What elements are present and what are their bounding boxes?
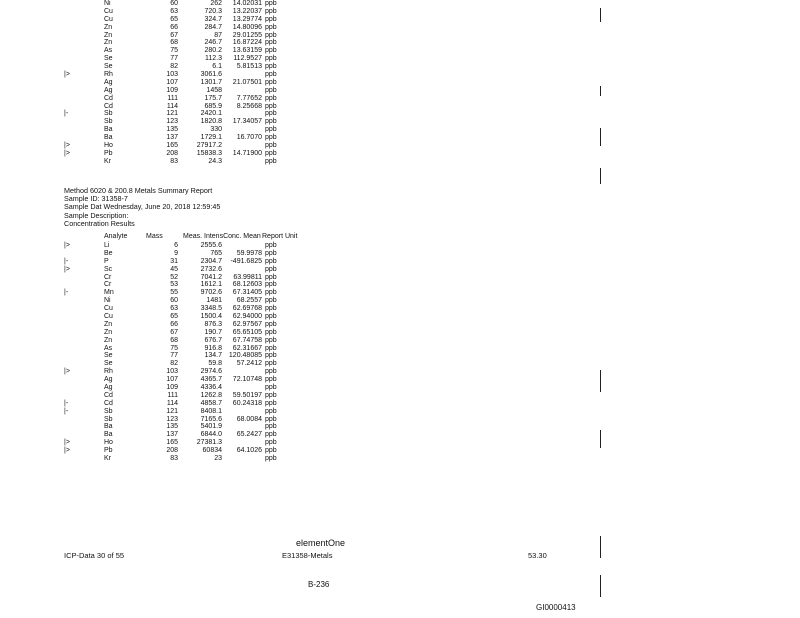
intensity-cell: 685.9 <box>204 102 222 110</box>
unit-cell: ppb <box>265 368 277 376</box>
mass-cell: 68 <box>170 336 178 344</box>
concentration-cell: 59.9978 <box>236 249 262 257</box>
analyte-cell: Sb <box>104 110 113 118</box>
unit-cell: ppb <box>265 289 277 297</box>
analyte-cell: Be <box>104 249 113 257</box>
analyte-cell: Se <box>104 55 113 63</box>
intensity-cell: 134.7 <box>204 352 222 360</box>
mass-cell: 123 <box>166 415 178 423</box>
concentration-cell: 13.63159 <box>232 47 262 55</box>
concentration-cell: 68.12603 <box>232 281 262 289</box>
intensity-cell: 5401.9 <box>200 423 222 431</box>
analyte-cell: Zn <box>104 31 113 39</box>
analyte-cell: Mn <box>104 289 114 297</box>
mass-cell: 137 <box>166 134 178 142</box>
intensity-cell: 4336.4 <box>200 384 222 392</box>
mass-cell: 75 <box>170 344 178 352</box>
unit-cell: ppb <box>265 423 277 431</box>
analyte-cell: Sb <box>104 415 113 423</box>
unit-cell: ppb <box>265 305 277 313</box>
edge-mark <box>600 370 601 392</box>
unit-cell: ppb <box>265 328 277 336</box>
concentration-cell: 68.2557 <box>236 297 262 305</box>
center-label: E31358-Metals <box>282 551 333 560</box>
row-marker: |> <box>64 149 70 157</box>
analyte-cell: Ho <box>104 142 113 150</box>
intensity-cell: 2304.7 <box>200 257 222 265</box>
mass-cell: 77 <box>170 55 178 63</box>
intensity-cell: 284.7 <box>204 23 222 31</box>
mass-cell: 65 <box>170 15 178 23</box>
analyte-cell: Sc <box>104 265 113 273</box>
intensity-cell: 6844.0 <box>200 431 222 439</box>
analyte-cell: Sb <box>104 118 113 126</box>
intensity-cell: 765 <box>210 249 222 257</box>
mass-cell: 53 <box>170 281 178 289</box>
mass-cell: 121 <box>166 407 178 415</box>
row-marker: |- <box>64 257 69 265</box>
row-marker: |> <box>64 242 70 249</box>
intensity-cell: 2974.6 <box>200 368 222 376</box>
intensity-cell: 112.3 <box>205 55 222 63</box>
intensity-cell: 175.7 <box>204 94 222 102</box>
analyte-cell: Pb <box>104 447 113 455</box>
concentration-cell: 65.65105 <box>232 328 262 336</box>
analyte-cell: Cr <box>104 273 112 281</box>
unit-cell: ppb <box>265 391 277 399</box>
analyte-cell: Ba <box>104 423 113 431</box>
mass-cell: 75 <box>170 47 178 55</box>
concentration-cell: 68.0084 <box>236 415 262 423</box>
unit-cell: ppb <box>265 31 277 39</box>
analyte-cell: Cr <box>104 281 112 289</box>
report-header <box>64 187 220 228</box>
concentration-results-label: Concentration Results <box>64 218 135 228</box>
mass-cell: 67 <box>170 328 178 336</box>
intensity-cell: 262 <box>210 0 222 7</box>
intensity-cell: 1301.7 <box>200 78 222 86</box>
mass-cell: 107 <box>166 376 178 384</box>
concentration-cell: 13.22037 <box>232 7 262 15</box>
mass-cell: 66 <box>170 23 178 31</box>
unit-cell: ppb <box>265 55 277 63</box>
intensity-cell: 7165.6 <box>200 415 222 423</box>
mass-cell: 68 <box>170 39 178 47</box>
document-id: GI0000413 <box>536 603 576 612</box>
concentration-cell: 8.25668 <box>236 102 262 110</box>
col-mass: Mass <box>146 233 163 240</box>
unit-cell: ppb <box>265 15 277 23</box>
analyte-cell: Zn <box>104 336 113 344</box>
intensity-cell: 1262.8 <box>200 391 222 399</box>
mass-cell: 77 <box>170 352 178 360</box>
mass-cell: 135 <box>166 126 178 134</box>
unit-cell: ppb <box>265 94 277 102</box>
intensity-cell: 280.2 <box>204 47 222 55</box>
mass-cell: 165 <box>166 142 178 150</box>
sample-description: Sample Description: <box>64 210 129 220</box>
analyte-cell: Ni <box>104 0 111 7</box>
mass-cell: 111 <box>167 391 178 399</box>
analyte-cell: Se <box>104 360 113 368</box>
analyte-cell: Zn <box>104 328 113 336</box>
intensity-cell: 59.8 <box>208 360 222 368</box>
analyte-cell: Cu <box>104 305 113 313</box>
unit-cell: ppb <box>265 23 277 31</box>
concentration-cell: 67.74758 <box>232 336 262 344</box>
row-marker: |> <box>64 439 70 447</box>
unit-cell: ppb <box>265 47 277 55</box>
intensity-cell: 24.3 <box>208 157 222 165</box>
analyte-cell: Ba <box>104 134 113 142</box>
page-code: B-236 <box>308 580 330 589</box>
analyte-cell: Ba <box>104 126 113 134</box>
analyte-cell: Ag <box>104 86 113 94</box>
concentration-cell: -491.6825 <box>230 257 262 265</box>
col-meas-intens: Meas. IntensConc. Mean <box>183 233 261 240</box>
analyte-cell: As <box>104 344 113 352</box>
concentration-cell: 112.9527 <box>233 55 262 63</box>
intensity-cell: 15838.3 <box>196 149 222 157</box>
analyte-cell: Cd <box>104 399 113 407</box>
unit-cell: ppb <box>265 399 277 407</box>
analyte-cell: Ba <box>104 431 113 439</box>
intensity-cell: 1820.8 <box>200 118 222 126</box>
intensity-cell: 27917.2 <box>196 142 222 150</box>
analyte-cell: Ag <box>104 384 113 392</box>
mass-cell: 137 <box>166 431 178 439</box>
mass-cell: 83 <box>170 455 178 463</box>
intensity-cell: 4858.7 <box>200 399 222 407</box>
concentration-cell: 7.77652 <box>236 94 262 102</box>
mass-cell: 103 <box>166 71 178 79</box>
unit-cell: ppb <box>265 110 277 118</box>
intensity-cell: 676.7 <box>204 336 222 344</box>
intensity-cell: 2420.1 <box>200 110 222 118</box>
intensity-cell: 916.8 <box>204 344 222 352</box>
mass-cell: 103 <box>166 368 178 376</box>
intensity-cell: 2555.6 <box>200 242 222 249</box>
concentration-cell: 17.34057 <box>232 118 262 126</box>
unit-cell: ppb <box>265 39 277 47</box>
analyte-cell: Zn <box>104 320 113 328</box>
row-marker: |- <box>64 407 69 415</box>
analyte-cell: Ho <box>104 439 113 447</box>
unit-cell: ppb <box>265 71 277 79</box>
analyte-cell: Sb <box>104 407 113 415</box>
intensity-cell: 9702.6 <box>200 289 222 297</box>
mass-cell: 114 <box>166 399 178 407</box>
intensity-cell: 23 <box>214 455 222 463</box>
unit-cell: ppb <box>265 384 277 392</box>
unit-cell: ppb <box>265 86 277 94</box>
edge-mark <box>600 168 601 184</box>
concentration-cell: 16.87224 <box>232 39 262 47</box>
concentration-cell: 120.48085 <box>228 352 262 360</box>
mass-cell: 109 <box>166 384 178 392</box>
right-number: 53.30 <box>528 551 547 560</box>
intensity-cell: 1729.1 <box>200 134 222 142</box>
unit-cell: ppb <box>265 7 277 15</box>
intensity-cell: 720.3 <box>204 7 222 15</box>
intensity-cell: 330 <box>210 126 222 134</box>
analyte-cell: Cd <box>104 94 113 102</box>
concentration-cell: 62.97567 <box>232 320 262 328</box>
analyte-cell: Zn <box>104 39 113 47</box>
method-title: Method 6020 & 200.8 Metals Summary Report <box>64 186 213 195</box>
unit-cell: ppb <box>265 431 277 439</box>
concentration-cell: 13.29774 <box>232 15 262 23</box>
intensity-cell: 87 <box>214 31 222 39</box>
row-marker: |- <box>64 110 69 118</box>
concentration-cell: 21.07501 <box>232 78 262 86</box>
mass-cell: 107 <box>166 78 178 86</box>
analyte-cell: Cu <box>104 15 113 23</box>
concentration-cell: 14.71900 <box>232 149 262 157</box>
unit-cell: ppb <box>265 78 277 86</box>
analyte-cell: P <box>104 257 109 265</box>
analyte-cell: Pb <box>104 149 113 157</box>
mass-cell: 82 <box>170 63 178 71</box>
concentration-cell: 62.69768 <box>232 305 262 313</box>
edge-mark <box>600 128 601 146</box>
mass-cell: 65 <box>170 313 178 321</box>
concentration-cell: 59.50197 <box>232 391 262 399</box>
intensity-cell: 27381.3 <box>196 439 222 447</box>
mass-cell: 82 <box>170 360 178 368</box>
analyte-cell: Cd <box>104 391 113 399</box>
mass-cell: 123 <box>166 118 178 126</box>
mass-cell: 52 <box>170 273 178 281</box>
mass-cell: 111 <box>167 94 178 102</box>
analyte-cell: Cd <box>104 102 113 110</box>
intensity-cell: 190.7 <box>204 328 222 336</box>
brand-name: elementOne <box>296 538 346 548</box>
analyte-cell: Rh <box>104 368 113 376</box>
concentration-cell: 65.2427 <box>236 431 262 439</box>
mass-cell: 114 <box>166 102 178 110</box>
intensity-cell: 2732.6 <box>200 265 222 273</box>
concentration-cell: 16.7070 <box>236 134 262 142</box>
intensity-cell: 324.7 <box>204 15 222 23</box>
row-marker: |> <box>64 265 70 273</box>
concentration-cell: 63.99811 <box>233 273 262 281</box>
unit-cell: ppb <box>265 149 277 157</box>
concentration-cell: 57.2412 <box>236 360 262 368</box>
unit-cell: ppb <box>265 142 277 150</box>
concentration-cell: 14.80096 <box>232 23 262 31</box>
analyte-cell: Ag <box>104 78 113 86</box>
concentration-cell: 64.1026 <box>236 447 262 455</box>
unit-cell: ppb <box>265 126 277 134</box>
mass-cell: 55 <box>170 289 178 297</box>
edge-mark <box>600 86 601 96</box>
mass-cell: 60 <box>170 0 178 7</box>
intensity-cell: 7041.2 <box>200 273 222 281</box>
unit-cell: ppb <box>265 257 277 265</box>
unit-cell: ppb <box>265 455 277 463</box>
analyte-cell: Ni <box>104 297 111 305</box>
sample-date: Sample Dat Wednesday, June 20, 2018 12:59:45 <box>64 202 221 212</box>
unit-cell: ppb <box>265 273 277 281</box>
mass-cell: 208 <box>166 447 178 455</box>
row-marker: |> <box>64 71 70 79</box>
unit-cell: ppb <box>265 265 277 273</box>
unit-cell: ppb <box>265 118 277 126</box>
unit-cell: ppb <box>265 336 277 344</box>
row-marker: |- <box>64 399 69 407</box>
row-marker: |> <box>64 447 70 455</box>
intensity-cell: 3348.5 <box>200 305 222 313</box>
analyte-cell: Se <box>104 63 113 71</box>
unit-cell: ppb <box>265 415 277 423</box>
unit-cell: ppb <box>265 376 277 384</box>
row-marker: |> <box>64 368 70 376</box>
row-marker: |- <box>64 289 69 297</box>
analyte-cell: As <box>104 47 113 55</box>
mass-cell: 67 <box>170 31 178 39</box>
intensity-cell: 876.3 <box>204 320 222 328</box>
sample-id: Sample ID: 31358-7 <box>64 194 128 204</box>
unit-cell: ppb <box>265 313 277 321</box>
unit-cell: ppb <box>265 320 277 328</box>
concentration-cell: 29.01255 <box>232 31 262 39</box>
mass-cell: 121 <box>166 110 178 118</box>
mass-cell: 6 <box>174 242 178 249</box>
analyte-cell: Zn <box>104 23 113 31</box>
mass-cell: 135 <box>166 423 178 431</box>
column-headers <box>64 233 324 242</box>
intensity-cell: 1481 <box>206 297 222 305</box>
unit-cell: ppb <box>265 447 277 455</box>
analyte-cell: Kr <box>104 157 111 165</box>
intensity-cell: 4365.7 <box>200 376 222 384</box>
unit-cell: ppb <box>265 297 277 305</box>
unit-cell: ppb <box>265 102 277 110</box>
unit-cell: ppb <box>265 242 277 249</box>
row-marker: |> <box>64 142 70 150</box>
analyte-cell: Cu <box>104 313 113 321</box>
unit-cell: ppb <box>265 344 277 352</box>
mass-cell: 31 <box>170 257 178 265</box>
mass-cell: 45 <box>170 265 178 273</box>
mass-cell: 9 <box>174 249 178 257</box>
mass-cell: 208 <box>166 149 178 157</box>
unit-cell: ppb <box>265 281 277 289</box>
analyte-cell: Ag <box>104 376 113 384</box>
unit-cell: ppb <box>265 157 277 165</box>
intensity-cell: 8408.1 <box>200 407 222 415</box>
edge-mark <box>600 575 601 597</box>
edge-mark <box>600 8 601 22</box>
concentration-cell: 67.31405 <box>232 289 262 297</box>
intensity-cell: 60834 <box>202 447 222 455</box>
unit-cell: ppb <box>265 0 277 7</box>
analyte-cell: Kr <box>104 455 111 463</box>
mass-cell: 63 <box>170 7 178 15</box>
intensity-cell: 246.7 <box>204 39 222 47</box>
concentration-cell: 72.10748 <box>232 376 262 384</box>
intensity-cell: 1612.1 <box>200 281 222 289</box>
analyte-cell: Cu <box>104 7 113 15</box>
mass-cell: 63 <box>170 305 178 313</box>
unit-cell: ppb <box>265 352 277 360</box>
unit-cell: ppb <box>265 360 277 368</box>
concentration-cell: 60.24318 <box>232 399 262 407</box>
unit-cell: ppb <box>265 134 277 142</box>
col-analyte: Analyte <box>104 233 128 240</box>
intensity-cell: 1458 <box>206 86 222 94</box>
col-report-unit: Report Unit <box>262 233 298 240</box>
unit-cell: ppb <box>265 407 277 415</box>
mass-cell: 109 <box>166 86 178 94</box>
edge-mark <box>600 536 601 558</box>
analyte-cell: Li <box>104 242 110 249</box>
concentration-cell: 62.94000 <box>232 313 262 321</box>
mass-cell: 165 <box>166 439 178 447</box>
analyte-cell: Rh <box>104 71 113 79</box>
unit-cell: ppb <box>265 63 277 71</box>
unit-cell: ppb <box>265 439 277 447</box>
intensity-cell: 3061.6 <box>200 71 222 79</box>
concentration-cell: 5.81513 <box>236 63 262 71</box>
unit-cell: ppb <box>265 249 277 257</box>
edge-mark <box>600 430 601 448</box>
mass-cell: 83 <box>170 157 178 165</box>
concentration-cell: 62.31667 <box>232 344 262 352</box>
mass-cell: 66 <box>170 320 178 328</box>
page-label: ICP-Data 30 of 55 <box>64 551 125 560</box>
mass-cell: 60 <box>170 297 178 305</box>
intensity-cell: 6.1 <box>212 63 222 71</box>
intensity-cell: 1500.4 <box>200 313 222 321</box>
concentration-cell: 14.02031 <box>232 0 262 7</box>
analyte-cell: Se <box>104 352 113 360</box>
